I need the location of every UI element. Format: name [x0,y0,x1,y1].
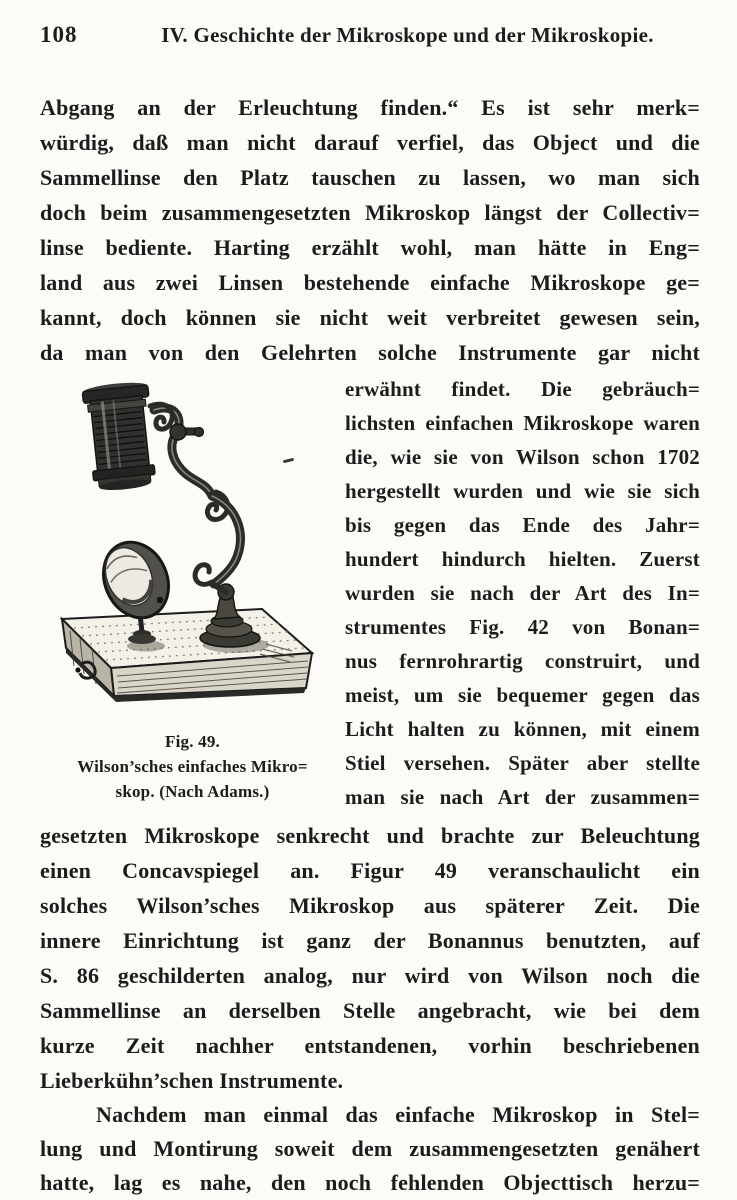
text-line: man sie nach Art der zusammen= [345,785,700,809]
text-line: Lieberkühn’schen Instrumente. [40,1068,344,1093]
text-line: hundert hindurch hielten. Zuerst [345,547,700,571]
text-line: die, wie sie von Wilson schon 1702 [345,445,700,469]
text-line: solches Wilson’sches Mikroskop aus späterer Zeit. Die [40,893,700,918]
text-line: erwähnt findet. Die gebräuch= [345,377,700,401]
text-line: hatte, lag es nahe, den noch fehlenden Objecttisch herzu= [40,1170,700,1195]
text-line: meist, um sie bequemer gegen das [345,683,700,707]
text-line: innere Einrichtung ist ganz der Bonannus benutzten, auf [40,928,700,953]
text-line: bis gegen das Ende des Jahr= [345,513,700,537]
text-line: kannt, doch können sie nicht weit verbreitet gewesen sein, [40,305,700,330]
paragraph-top [40,90,700,370]
text-line: doch beim zusammengesetzten Mikroskop längst der Collectiv= [40,200,700,225]
text-line: würdig, daß man nicht darauf verfiel, das Object und die [40,130,700,155]
text-line: Sammellinse an derselben Stelle angebracht, wie bei dem [40,998,700,1023]
text-line: lichsten einfachen Mikroskope waren [345,411,700,435]
paragraph-bottom [40,1098,700,1200]
microscope-engraving-illustration [54,376,339,721]
text-line: gesetzten Mikroskope senkrecht und brachte zur Beleuchtung [40,823,700,848]
text-line: Licht halten zu können, mit einem [345,717,700,741]
text-line: Sammellinse den Platz tauschen zu lassen, wo man sich [40,165,700,190]
page-number: 108 [40,22,78,47]
figure-caption-number: Fig. 49. [165,732,220,751]
paragraph-middle [40,818,700,1098]
figure-caption [40,729,345,804]
adjustment-screw [170,424,204,440]
text-line: da man von den Gelehrten solche Instrumente gar nicht [40,340,700,365]
text-line: nus fernrohrartig construirt, und [345,649,700,673]
text-line: Abgang an der Erleuchtung finden.“ Es ist sehr merk= [40,95,700,120]
text-line: land aus zwei Linsen bestehende einfache Mikroskope ge= [40,270,700,295]
text-line: strumentes Fig. 42 von Bonan= [345,615,700,639]
figure-49 [40,372,345,814]
text-line: wurden sie nach der Art des In= [345,581,700,605]
figure-and-text-row [40,372,700,814]
text-line: Nachdem man einmal das einfache Mikroskop in Stel= [96,1102,700,1127]
body-tube [82,380,159,492]
text-line: S. 86 geschilderten analog, nur wird von Wilson noch die [40,963,700,988]
text-line: hergestellt wurden und wie sie sich [345,479,700,503]
text-line: linse bediente. Harting erzählt wohl, man hätte in Eng= [40,235,700,260]
running-header [40,22,700,56]
right-text-column [345,372,700,814]
text-line: Stiel versehen. Später aber stellte [345,751,700,775]
figure-caption-text: skop. (Nach Adams.) [115,782,270,801]
text-line: kurze Zeit nachher entstandenen, vorhin beschriebenen [40,1033,700,1058]
text-line: einen Concavspiegel an. Figur 49 veranschaulicht ein [40,858,700,883]
figure-caption-text: Wilson’sches einfaches Mikro= [77,757,308,776]
text-line: lung und Montirung soweit dem zusammengesetzten genähert [40,1136,700,1161]
chapter-title: IV. Geschichte der Mikroskope und der Mikroskopie. [161,23,654,47]
wooden-base [62,609,312,702]
